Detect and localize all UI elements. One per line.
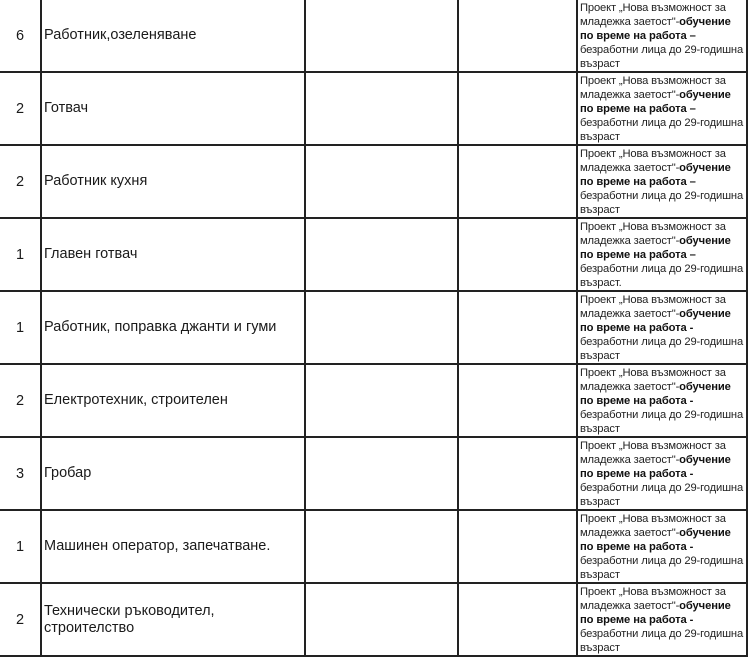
empty-cell-3 <box>305 145 458 218</box>
table-row <box>0 218 747 291</box>
position-cell <box>41 0 305 72</box>
program-note-eligibility: безработни лица до 29-годишна възраст <box>580 336 744 362</box>
vacancy-count: 3 <box>15 465 25 482</box>
program-note-bold: обучение по време на работа – <box>580 16 731 42</box>
position-cell <box>41 145 305 218</box>
program-note-text: Проект „Нова възможност за младежка заетост"- <box>580 294 726 320</box>
empty-cell-4 <box>458 510 577 583</box>
vacancy-count: 2 <box>15 611 25 628</box>
vacancy-count: 1 <box>15 246 25 263</box>
program-note-text: Проект „Нова възможност за младежка заетост"- <box>580 221 726 247</box>
program-note-cell <box>577 583 747 656</box>
vacancy-count: 2 <box>15 173 25 190</box>
vacancy-count-cell <box>0 437 41 510</box>
empty-cell-3 <box>305 72 458 145</box>
program-note-eligibility: безработни лица до 29-годишна възраст <box>580 628 744 654</box>
table-row <box>0 364 747 437</box>
program-note-eligibility: безработни лица до 29-годишна възраст <box>580 190 744 216</box>
vacancy-count-cell <box>0 72 41 145</box>
program-note-cell <box>577 72 747 145</box>
position-cell <box>41 437 305 510</box>
program-note-cell <box>577 510 747 583</box>
empty-cell-4 <box>458 437 577 510</box>
table-row <box>0 0 747 72</box>
empty-cell-4 <box>458 583 577 656</box>
program-note-eligibility: безработни лица до 29-годишна възраст <box>580 409 744 435</box>
vacancy-count-cell <box>0 291 41 364</box>
program-note-bold: обучение по време на работа - <box>580 381 731 407</box>
empty-cell-3 <box>305 218 458 291</box>
position-title: Машинен оператор, запечатване. <box>44 538 271 554</box>
program-note-eligibility: безработни лица до 29-годишна възраст <box>580 482 744 508</box>
empty-cell-4 <box>458 218 577 291</box>
program-note-cell <box>577 364 747 437</box>
program-note-text: Проект „Нова възможност за младежка заетост"- <box>580 2 726 28</box>
program-note-text: Проект „Нова възможност за младежка заетост"- <box>580 148 726 174</box>
position-cell <box>41 218 305 291</box>
table-row <box>0 510 747 583</box>
position-title: Технически ръководител, строителство <box>44 602 215 636</box>
position-title: Работник, поправка джанти и гуми <box>44 319 277 335</box>
position-title: Работник,озеленяване <box>44 27 197 43</box>
program-note-eligibility: безработни лица до 29-годишна възраст <box>580 117 744 143</box>
table-row <box>0 437 747 510</box>
empty-cell-3 <box>305 0 458 72</box>
vacancy-count-cell <box>0 364 41 437</box>
program-note-text: Проект „Нова възможност за младежка заетост"- <box>580 586 726 612</box>
program-note-bold: обучение по време на работа - <box>580 600 731 626</box>
program-note-text: Проект „Нова възможност за младежка заетост"- <box>580 513 726 539</box>
position-title: Електротехник, строителен <box>44 392 228 408</box>
empty-cell-3 <box>305 437 458 510</box>
position-title: Гробар <box>44 465 92 481</box>
empty-cell-3 <box>305 510 458 583</box>
empty-cell-4 <box>458 0 577 72</box>
program-note-bold: обучение по време на работа - <box>580 454 731 480</box>
program-note-text: Проект „Нова възможност за младежка заетост"- <box>580 75 726 101</box>
position-title: Работник кухня <box>44 173 148 189</box>
program-note-cell <box>577 218 747 291</box>
program-note-eligibility: безработни лица до 29-годишна възраст <box>580 555 744 581</box>
vacancy-count-cell <box>0 0 41 72</box>
empty-cell-3 <box>305 364 458 437</box>
position-cell <box>41 72 305 145</box>
position-cell <box>41 583 305 656</box>
position-title: Готвач <box>44 100 89 116</box>
program-note-text: Проект „Нова възможност за младежка заетост"- <box>580 367 726 393</box>
vacancy-count: 6 <box>15 27 25 44</box>
empty-cell-4 <box>458 364 577 437</box>
program-note-bold: обучение по време на работа – <box>580 89 731 115</box>
program-note-bold: обучение по време на работа - <box>580 308 731 334</box>
program-note-cell <box>577 437 747 510</box>
vacancy-count: 2 <box>15 392 25 409</box>
vacancy-count-cell <box>0 510 41 583</box>
position-cell <box>41 291 305 364</box>
table-row <box>0 145 747 218</box>
program-note-cell <box>577 0 747 72</box>
table-row <box>0 583 747 656</box>
vacancy-count-cell <box>0 583 41 656</box>
table-row <box>0 72 747 145</box>
vacancy-count-cell <box>0 218 41 291</box>
vacancy-count: 1 <box>15 538 25 555</box>
empty-cell-4 <box>458 145 577 218</box>
program-note-bold: обучение по време на работа - <box>580 527 731 553</box>
program-note-text: Проект „Нова възможност за младежка заетост"- <box>580 440 726 466</box>
vacancy-count-cell <box>0 145 41 218</box>
empty-cell-4 <box>458 291 577 364</box>
table-row <box>0 291 747 364</box>
program-note-bold: обучение по време на работа – <box>580 162 731 188</box>
program-note-cell <box>577 145 747 218</box>
vacancy-count: 1 <box>15 319 25 336</box>
empty-cell-3 <box>305 583 458 656</box>
program-note-eligibility: безработни лица до 29-годишна възраст <box>580 44 744 70</box>
empty-cell-4 <box>458 72 577 145</box>
program-note-cell <box>577 291 747 364</box>
position-cell <box>41 364 305 437</box>
position-title: Главен готвач <box>44 246 138 262</box>
vacancy-count: 2 <box>15 100 25 117</box>
position-cell <box>41 510 305 583</box>
empty-cell-3 <box>305 291 458 364</box>
program-note-bold: обучение по време на работа – <box>580 235 731 261</box>
program-note-eligibility: безработни лица до 29-годишна възраст. <box>580 263 744 289</box>
